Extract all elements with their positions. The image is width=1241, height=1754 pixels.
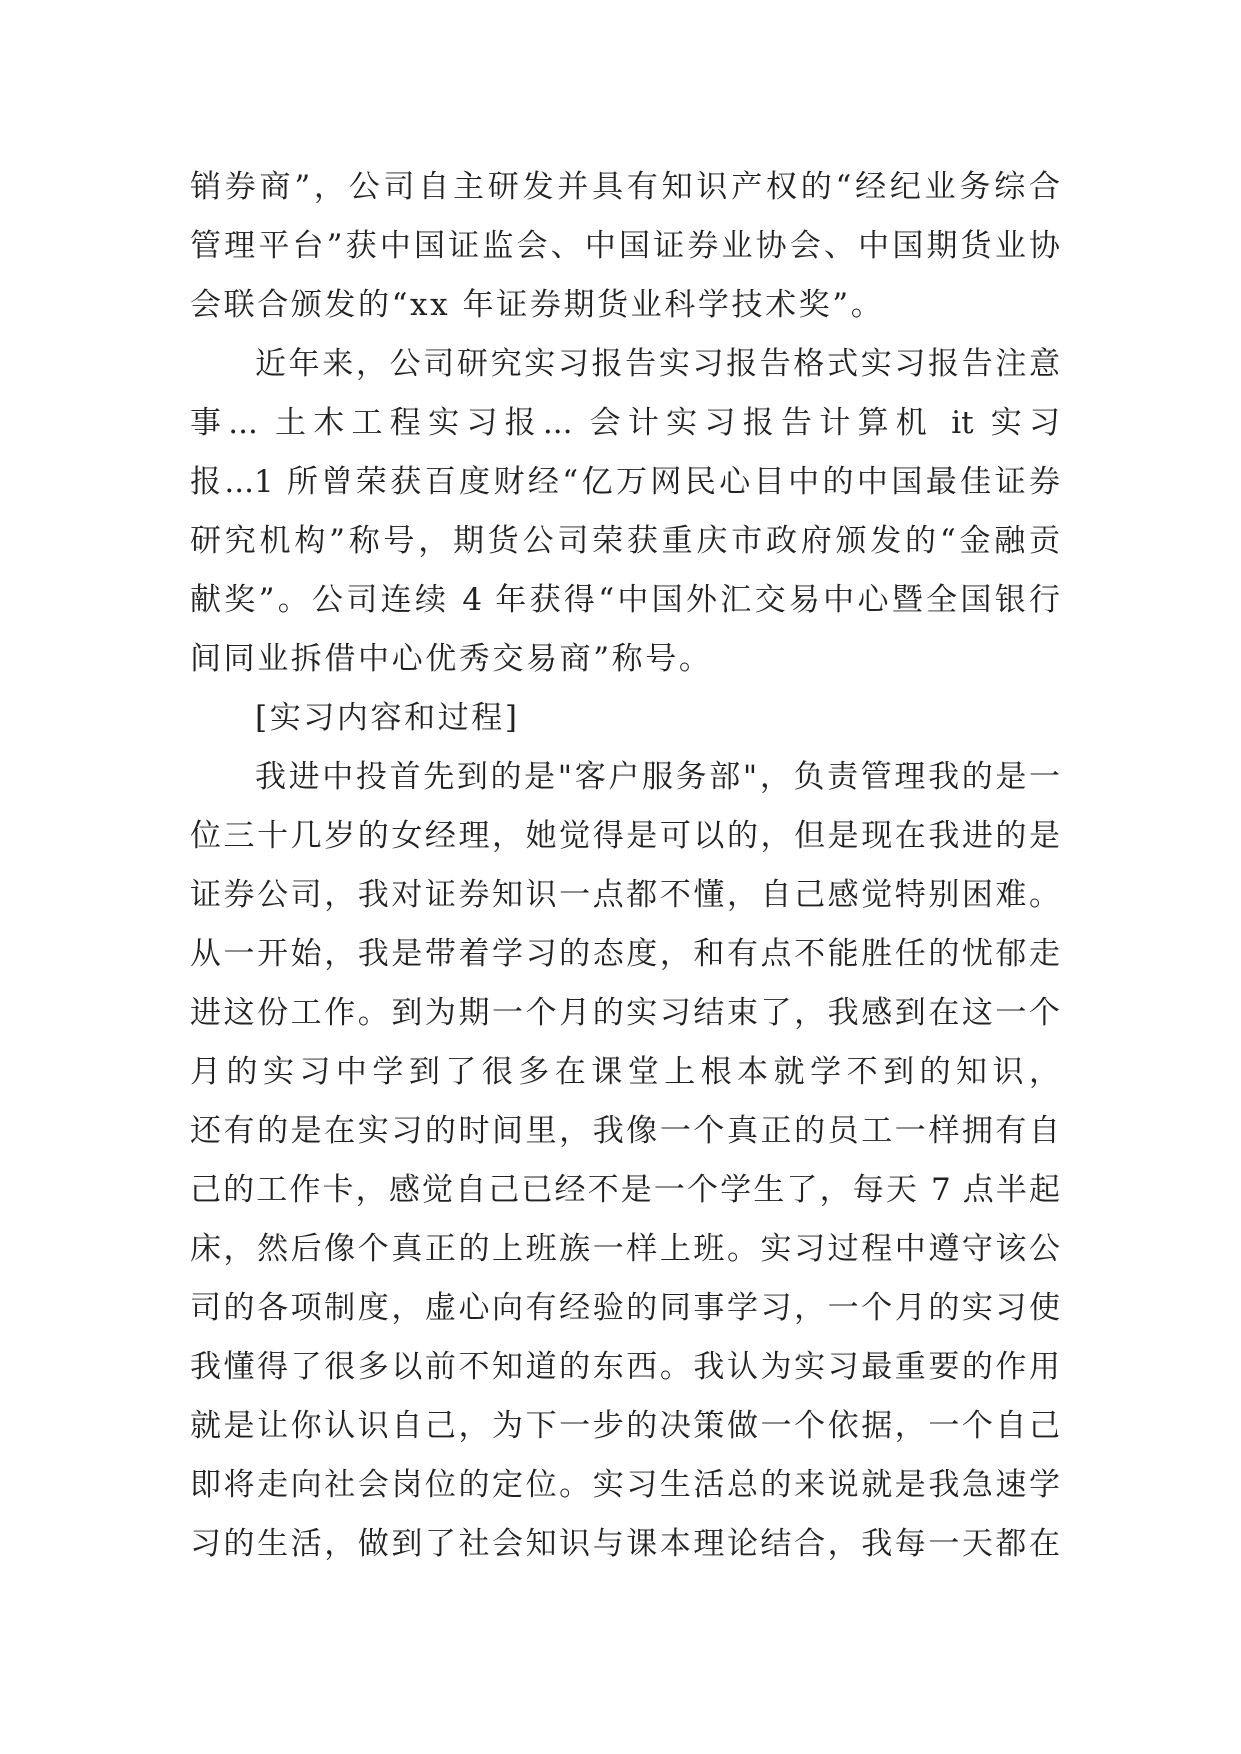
text-line: 研究机构”称号，期货公司荣获重庆市政府颁发的“金融贡 xyxy=(190,523,1060,559)
text-line: 习的生活，做到了社会知识与课本理论结合，我每一天都在 xyxy=(190,1526,1060,1562)
text-line: 间同业拆借中心优秀交易商”称号。 xyxy=(190,641,713,677)
body-text xyxy=(190,158,1060,1574)
text-line: 我进中投首先到的是"客户服务部"，负责管理我的是一 xyxy=(255,759,1060,795)
text-line: 我懂得了很多以前不知道的东西。我认为实习最重要的作用 xyxy=(190,1349,1060,1385)
text-line: 证券公司，我对证券知识一点都不懂，自己感觉特别困难。 xyxy=(190,877,1060,913)
text-line: 从一开始，我是带着学习的态度，和有点不能胜任的忧郁走 xyxy=(190,936,1060,972)
text-line: 即将走向社会岗位的定位。实习生活总的来说就是我急速学 xyxy=(190,1467,1060,1503)
text-line: 己的工作卡，感觉自己已经不是一个学生了，每天 7 点半起 xyxy=(190,1172,1060,1208)
text-line: 位三十几岁的女经理，她觉得是可以的，但是现在我进的是 xyxy=(190,818,1060,854)
text-line: 月的实习中学到了很多在课堂上根本就学不到的知识， xyxy=(190,1054,1060,1090)
text-line: 管理平台”获中国证监会、中国证券业协会、中国期货业协 xyxy=(190,228,1060,264)
text-line: 司的各项制度，虚心向有经验的同事学习，一个月的实习使 xyxy=(190,1290,1060,1326)
text-line: 报...1 所曾荣获百度财经“亿万网民心目中的中国最佳证券 xyxy=(190,464,1060,500)
text-line: [实习内容和过程] xyxy=(255,700,520,736)
text-line: 近年来，公司研究实习报告实习报告格式实习报告注意 xyxy=(255,346,1060,382)
text-line: 销券商”，公司自主研发并具有知识产权的“经纪业务综合 xyxy=(190,169,1060,205)
text-line: 进这份工作。到为期一个月的实习结束了，我感到在这一个 xyxy=(190,995,1060,1031)
text-line: 就是让你认识自己，为下一步的决策做一个依据，一个自己 xyxy=(190,1408,1060,1444)
text-line: 床，然后像个真正的上班族一样上班。实习过程中遵守该公 xyxy=(190,1231,1060,1267)
text-line: 献奖”。公司连续 4 年获得“中国外汇交易中心暨全国银行 xyxy=(190,582,1060,618)
text-line: 会联合颁发的“xx 年证券期货业科学技术奖”。 xyxy=(190,287,885,323)
text-line: 还有的是在实习的时间里，我像一个真正的员工一样拥有自 xyxy=(190,1113,1060,1149)
text-line: 事... 土木工程实习报... 会计实习报告计算机 it 实习 xyxy=(190,405,1060,441)
